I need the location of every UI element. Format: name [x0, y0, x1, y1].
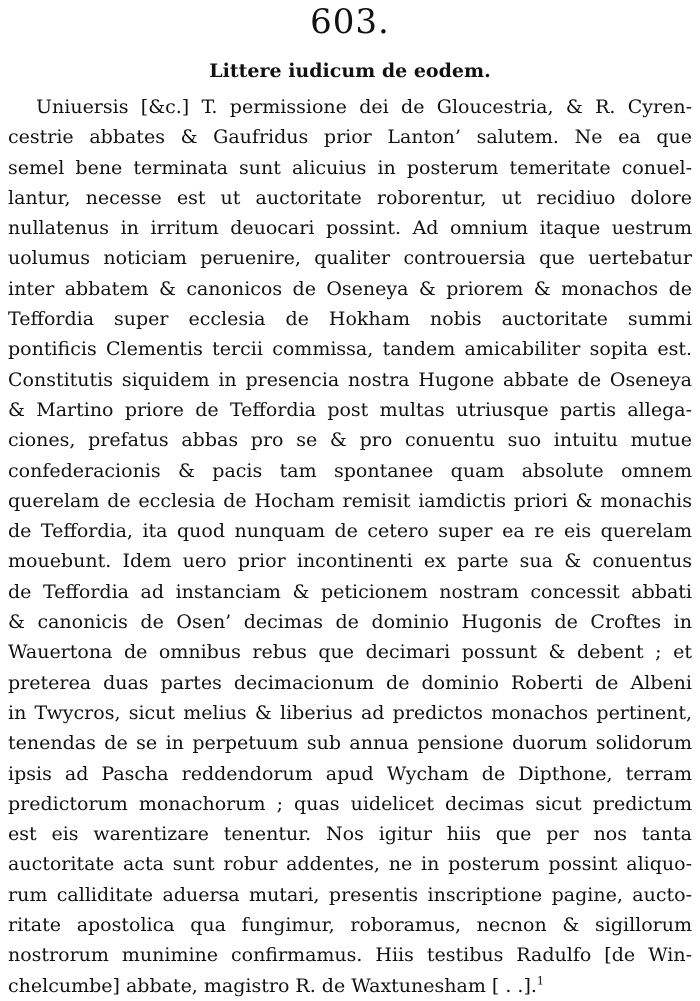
text-line: querelam de ecclesia de Hocham remisit iamdictis priori & monachis	[8, 489, 692, 512]
text-line: Uniuersis [&c.] T. permissione dei de Gloucestria, & R. Cyren-	[36, 96, 692, 118]
text-line: uolumus noticiam peruenire, qualiter controuersia que uertebatur	[8, 247, 692, 270]
text-line-last	[8, 971, 692, 1001]
text-line-content: chelcumbe] abbate, magistro R. de Waxtunesham [ . .].	[8, 974, 537, 997]
text-line: est eis warentizare tenentur. Nos igitur hiis que per nos tanta	[8, 823, 692, 846]
text-line: & canonicis de Osen’ decimas de dominio Hugonis de Croftes in	[8, 611, 692, 634]
text-line: Teffordia super ecclesia de Hokham nobis auctoritate summi	[8, 308, 692, 331]
document-number: 603.	[310, 2, 390, 42]
text-line: tenendas de se in perpetuum sub annua pensione duorum solidorum	[8, 732, 692, 755]
document-title: Littere iudicum de eodem.	[209, 60, 491, 82]
text-line: auctoritate acta sunt robur addentes, ne in posterum possint aliquo-	[8, 853, 692, 876]
text-line: pontificis Clementis tercii commissa, tandem amicabiliter sopita est.	[8, 338, 692, 361]
text-line: ritate apostolica qua fungimur, roboramus, necnon & sigillorum	[8, 914, 692, 937]
text-line: & Martino priore de Teffordia post multas utriusque partis allega-	[8, 398, 692, 421]
text-line: mouebunt. Idem uero prior incontinenti ex parte sua & conuentus	[8, 550, 692, 573]
footnote-marker[interactable]: 1	[536, 974, 544, 988]
text-line: semel bene terminata sunt alicuius in posterum temeritate conuel-	[8, 156, 692, 179]
text-line: rum calliditate aduersa mutari, presentis inscriptione pagine, aucto-	[8, 883, 692, 906]
text-line: predictorum monachorum ; quas uidelicet decimas sicut predictum	[8, 792, 692, 815]
text-line: nostrorum munimine confirmamus. Hiis testibus Radulfo [de Win-	[8, 944, 692, 967]
text-line: inter abbatem & canonicos de Oseneya & priorem & monachos de	[8, 277, 692, 300]
text-line: de Teffordia ad instanciam & peticionem nostram concessit abbati	[8, 580, 692, 603]
text-line: nullatenus in irritum deuocari possint. Ad omnium itaque uestrum	[8, 217, 692, 240]
text-line: preterea duas partes decimacionum de dominio Roberti de Albeni	[8, 671, 692, 694]
document-body	[8, 92, 692, 1001]
text-line: lantur, necesse est ut auctoritate roborentur, ut recidiuo dolore	[8, 186, 692, 209]
text-line: ciones, prefatus abbas pro se & pro conuentu suo intuitu mutue	[8, 429, 692, 452]
text-line: confederacionis & pacis tam spontanee quam absolute omnem	[8, 459, 692, 482]
text-line: in Twycros, sicut melius & liberius ad predictos monachos pertinent,	[8, 701, 692, 724]
text-line: ipsis ad Pascha reddendorum apud Wycham de Dipthone, terram	[8, 762, 692, 785]
text-line: cestrie abbates & Gaufridus prior Lanton’ salutem. Ne ea que	[8, 126, 692, 149]
text-line: de Teffordia, ita quod nunquam de cetero super ea re eis querelam	[8, 520, 692, 543]
text-line: Wauertona de omnibus rebus que decimari possunt & debent ; et	[8, 641, 692, 664]
text-line: Constitutis siquidem in presencia nostra Hugone abbate de Oseneya	[8, 368, 692, 391]
